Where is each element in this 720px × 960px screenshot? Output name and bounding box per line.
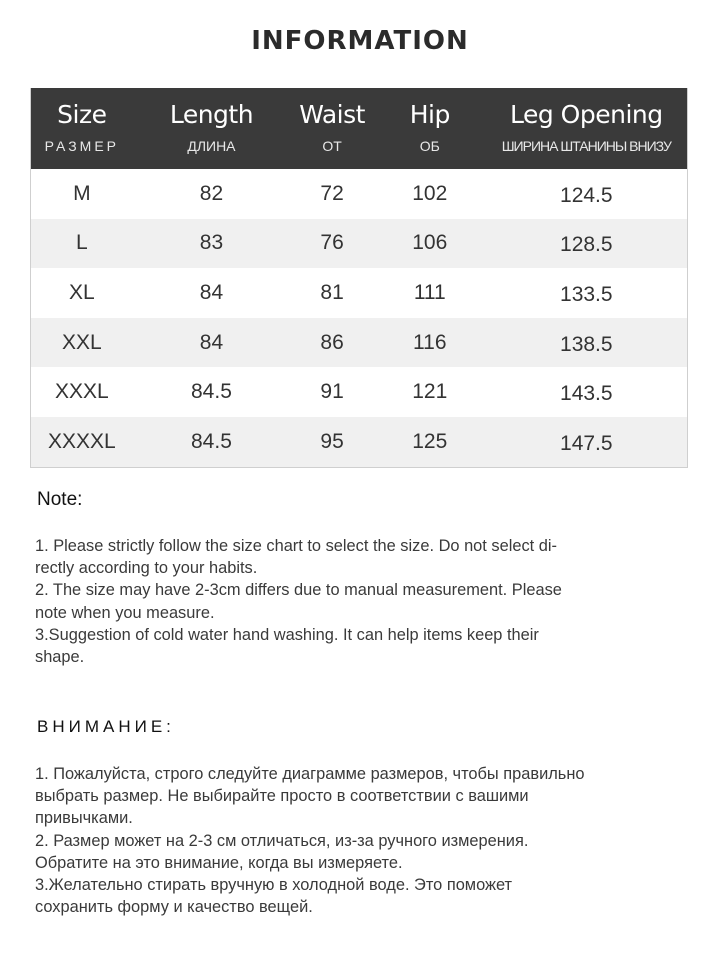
cell-leg-opening: 124.5 [560, 183, 613, 207]
note-line: 1. Please strictly follow the size chart to select the size. Do not select di- [35, 537, 557, 555]
header-label: Hip [409, 100, 450, 129]
cell-size: XL [69, 280, 95, 304]
note-line: 2. The size may have 2-3cm differs due to manual measurement. Please [35, 581, 562, 600]
note-line: 3.Suggestion of cold water hand washing. It can help items keep their [35, 625, 539, 644]
cell-size: XXXL [54, 380, 109, 404]
header-sublabel: ДЛИНА [187, 138, 236, 154]
notice-ru-line: 2. Размер может на 2-3 см отличаться, из-за ручного измерения. [35, 831, 529, 850]
table-row [31, 367, 687, 417]
header-leg-opening [486, 88, 687, 169]
table-row [31, 219, 687, 269]
notice-ru-line: выбрать размер. Не выбирайте просто в соответствии с вашими [35, 787, 529, 806]
notice-ru-line: привычками. [35, 809, 133, 828]
header-label: Size [57, 100, 107, 129]
table-body [31, 169, 687, 467]
notice-ru-heading: ВНИМАНИЕ: [37, 717, 175, 736]
table-row [31, 169, 687, 219]
cell-leg-opening: 143.5 [560, 382, 613, 406]
cell-hip: 116 [413, 330, 447, 354]
cell-leg-opening: 147.5 [560, 431, 613, 455]
table-header [31, 88, 687, 169]
note-text [35, 535, 685, 668]
cell-hip: 121 [412, 380, 448, 404]
cell-waist: 86 [320, 330, 344, 354]
cell-hip: 102 [412, 181, 448, 205]
cell-length: 83 [199, 231, 224, 255]
notice-ru-line: Обратите на это внимание, когда вы измеряете. [35, 853, 403, 872]
cell-length: 84 [199, 330, 224, 354]
cell-leg-opening: 138.5 [560, 332, 613, 356]
table-row [31, 417, 687, 467]
cell-size: XXXXL [47, 429, 116, 453]
cell-leg-opening: 128.5 [560, 233, 613, 257]
cell-length: 84 [199, 280, 224, 304]
header-sublabel: ШИРИНА ШТАНИНЫ ВНИЗУ [501, 138, 671, 154]
header-size [31, 88, 133, 169]
notice-ru-line: 3.Желательно стирать вручную в холодной воде. Это поможет [35, 876, 513, 895]
table-row [31, 268, 687, 318]
header-sublabel: ОТ [322, 138, 342, 154]
cell-size: L [76, 231, 88, 255]
header-hip [374, 88, 486, 169]
page-title: INFORMATION [251, 26, 469, 56]
cell-waist: 91 [320, 380, 344, 404]
cell-length: 84.5 [191, 380, 232, 404]
table-row [31, 318, 687, 368]
header-label: Length [169, 100, 254, 129]
cell-length: 82 [199, 181, 224, 205]
cell-hip: 111 [413, 280, 446, 304]
cell-leg-opening: 133.5 [560, 282, 613, 306]
note-line: shape. [35, 648, 85, 667]
size-chart-table [30, 88, 688, 468]
cell-size: XXL [61, 330, 102, 354]
notice-ru-text [35, 763, 685, 918]
cell-length: 84.5 [191, 429, 232, 453]
cell-waist: 95 [320, 429, 344, 453]
header-waist [290, 88, 374, 169]
note-heading: Note: [37, 489, 83, 510]
notice-ru-line: 1. Пожалуйста, строго следуйте диаграмме размеров, чтобы правильно [35, 765, 585, 783]
notice-ru-line: сохранить форму и качество вещей. [35, 898, 313, 917]
note-line: rectly according to your habits. [35, 559, 258, 578]
header-length [133, 88, 291, 169]
header-label: Waist [299, 100, 365, 129]
cell-hip: 125 [412, 429, 448, 453]
header-sublabel: ОБ [419, 138, 440, 154]
cell-hip: 106 [412, 231, 448, 255]
cell-size: M [73, 181, 91, 205]
cell-waist: 72 [320, 181, 344, 205]
note-line: note when you measure. [35, 603, 215, 622]
cell-waist: 76 [320, 231, 344, 255]
header-sublabel: РАЗМЕР [44, 138, 120, 154]
cell-waist: 81 [320, 280, 344, 304]
header-label: Leg Opening [509, 100, 663, 129]
